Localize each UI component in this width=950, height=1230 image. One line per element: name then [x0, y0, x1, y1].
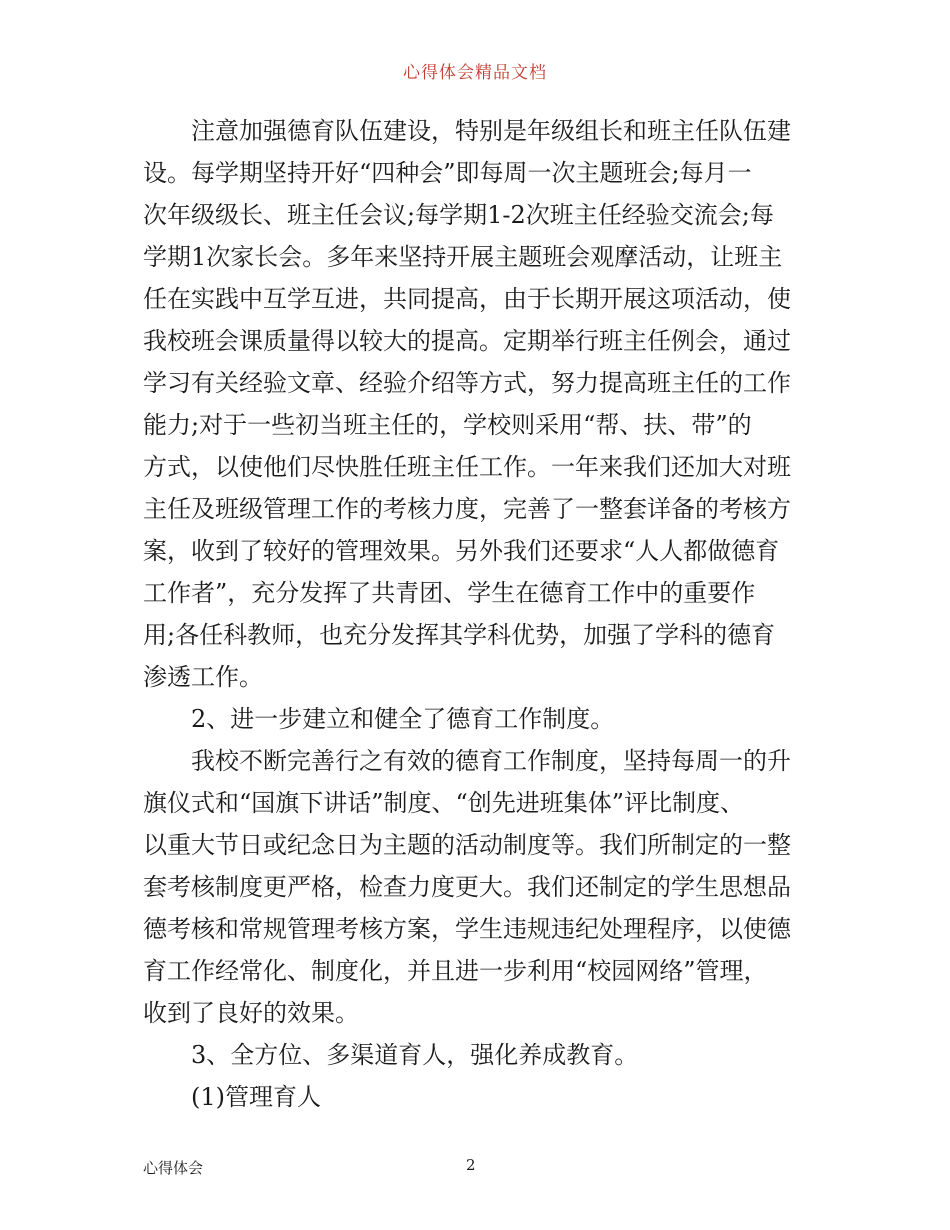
document-body — [143, 110, 815, 1118]
body-line: 我校班会课质量得以较大的提高。定期举行班主任例会，通过 — [143, 327, 791, 355]
body-line: 学期1次家长会。多年来坚持开展主题班会观摩活动，让班主 — [143, 243, 783, 271]
body-line: 渗透工作。 — [143, 663, 263, 691]
body-line: 套考核制度更严格，检查力度更大。我们还制定的学生思想品 — [143, 873, 791, 901]
body-line: 德考核和常规管理考核方案，学生违规违纪处理程序，以使德 — [143, 915, 791, 943]
body-line: 以重大节日或纪念日为主题的活动制度等。我们所制定的一整 — [143, 831, 791, 859]
body-line: 能力;对于一些初当班主任的，学校则采用“帮、扶、带”的 — [143, 411, 752, 439]
body-line: 任在实践中互学互进，共同提高，由于长期开展这项活动，使 — [143, 285, 791, 313]
section-heading: 3、全方位、多渠道育人，强化养成教育。 — [143, 1041, 639, 1069]
document-header-title: 心得体会精品文档 — [403, 63, 547, 83]
body-line: 注意加强德育队伍建设，特别是年级组长和班主任队伍建 — [143, 117, 791, 145]
body-line: 方式，以使他们尽快胜任班主任工作。一年来我们还加大对班 — [143, 453, 791, 481]
body-line: 设。每学期坚持开好“四种会”即每周一次主题班会;每月一 — [143, 159, 752, 187]
body-line: 次年级级长、班主任会议;每学期1-2次班主任经验交流会;每 — [143, 201, 774, 229]
body-line: 工作者”，充分发挥了共青团、学生在德育工作中的重要作 — [143, 579, 756, 607]
body-line: 收到了良好的效果。 — [143, 999, 359, 1027]
body-line: 我校不断完善行之有效的德育工作制度，坚持每周一的升 — [143, 747, 791, 775]
footer-label: 心得体会 — [143, 1159, 204, 1177]
body-line: 学习有关经验文章、经验介绍等方式，努力提高班主任的工作 — [143, 369, 791, 397]
subsection-heading: (1)管理育人 — [143, 1083, 321, 1111]
page-number: 2 — [466, 1156, 476, 1174]
body-line: 用;各任科教师，也充分发挥其学科优势，加强了学科的德育 — [143, 621, 776, 649]
body-line: 育工作经常化、制度化，并且进一步利用“校园网络”管理， — [143, 957, 768, 985]
body-line: 旗仪式和“国旗下讲话”制度、“创先进班集体”评比制度、 — [143, 789, 745, 817]
section-heading: 2、进一步建立和健全了德育工作制度。 — [143, 705, 615, 733]
body-line: 主任及班级管理工作的考核力度，完善了一整套详备的考核方 — [143, 495, 791, 523]
body-line: 案，收到了较好的管理效果。另外我们还要求“人人都做德育 — [143, 537, 780, 565]
